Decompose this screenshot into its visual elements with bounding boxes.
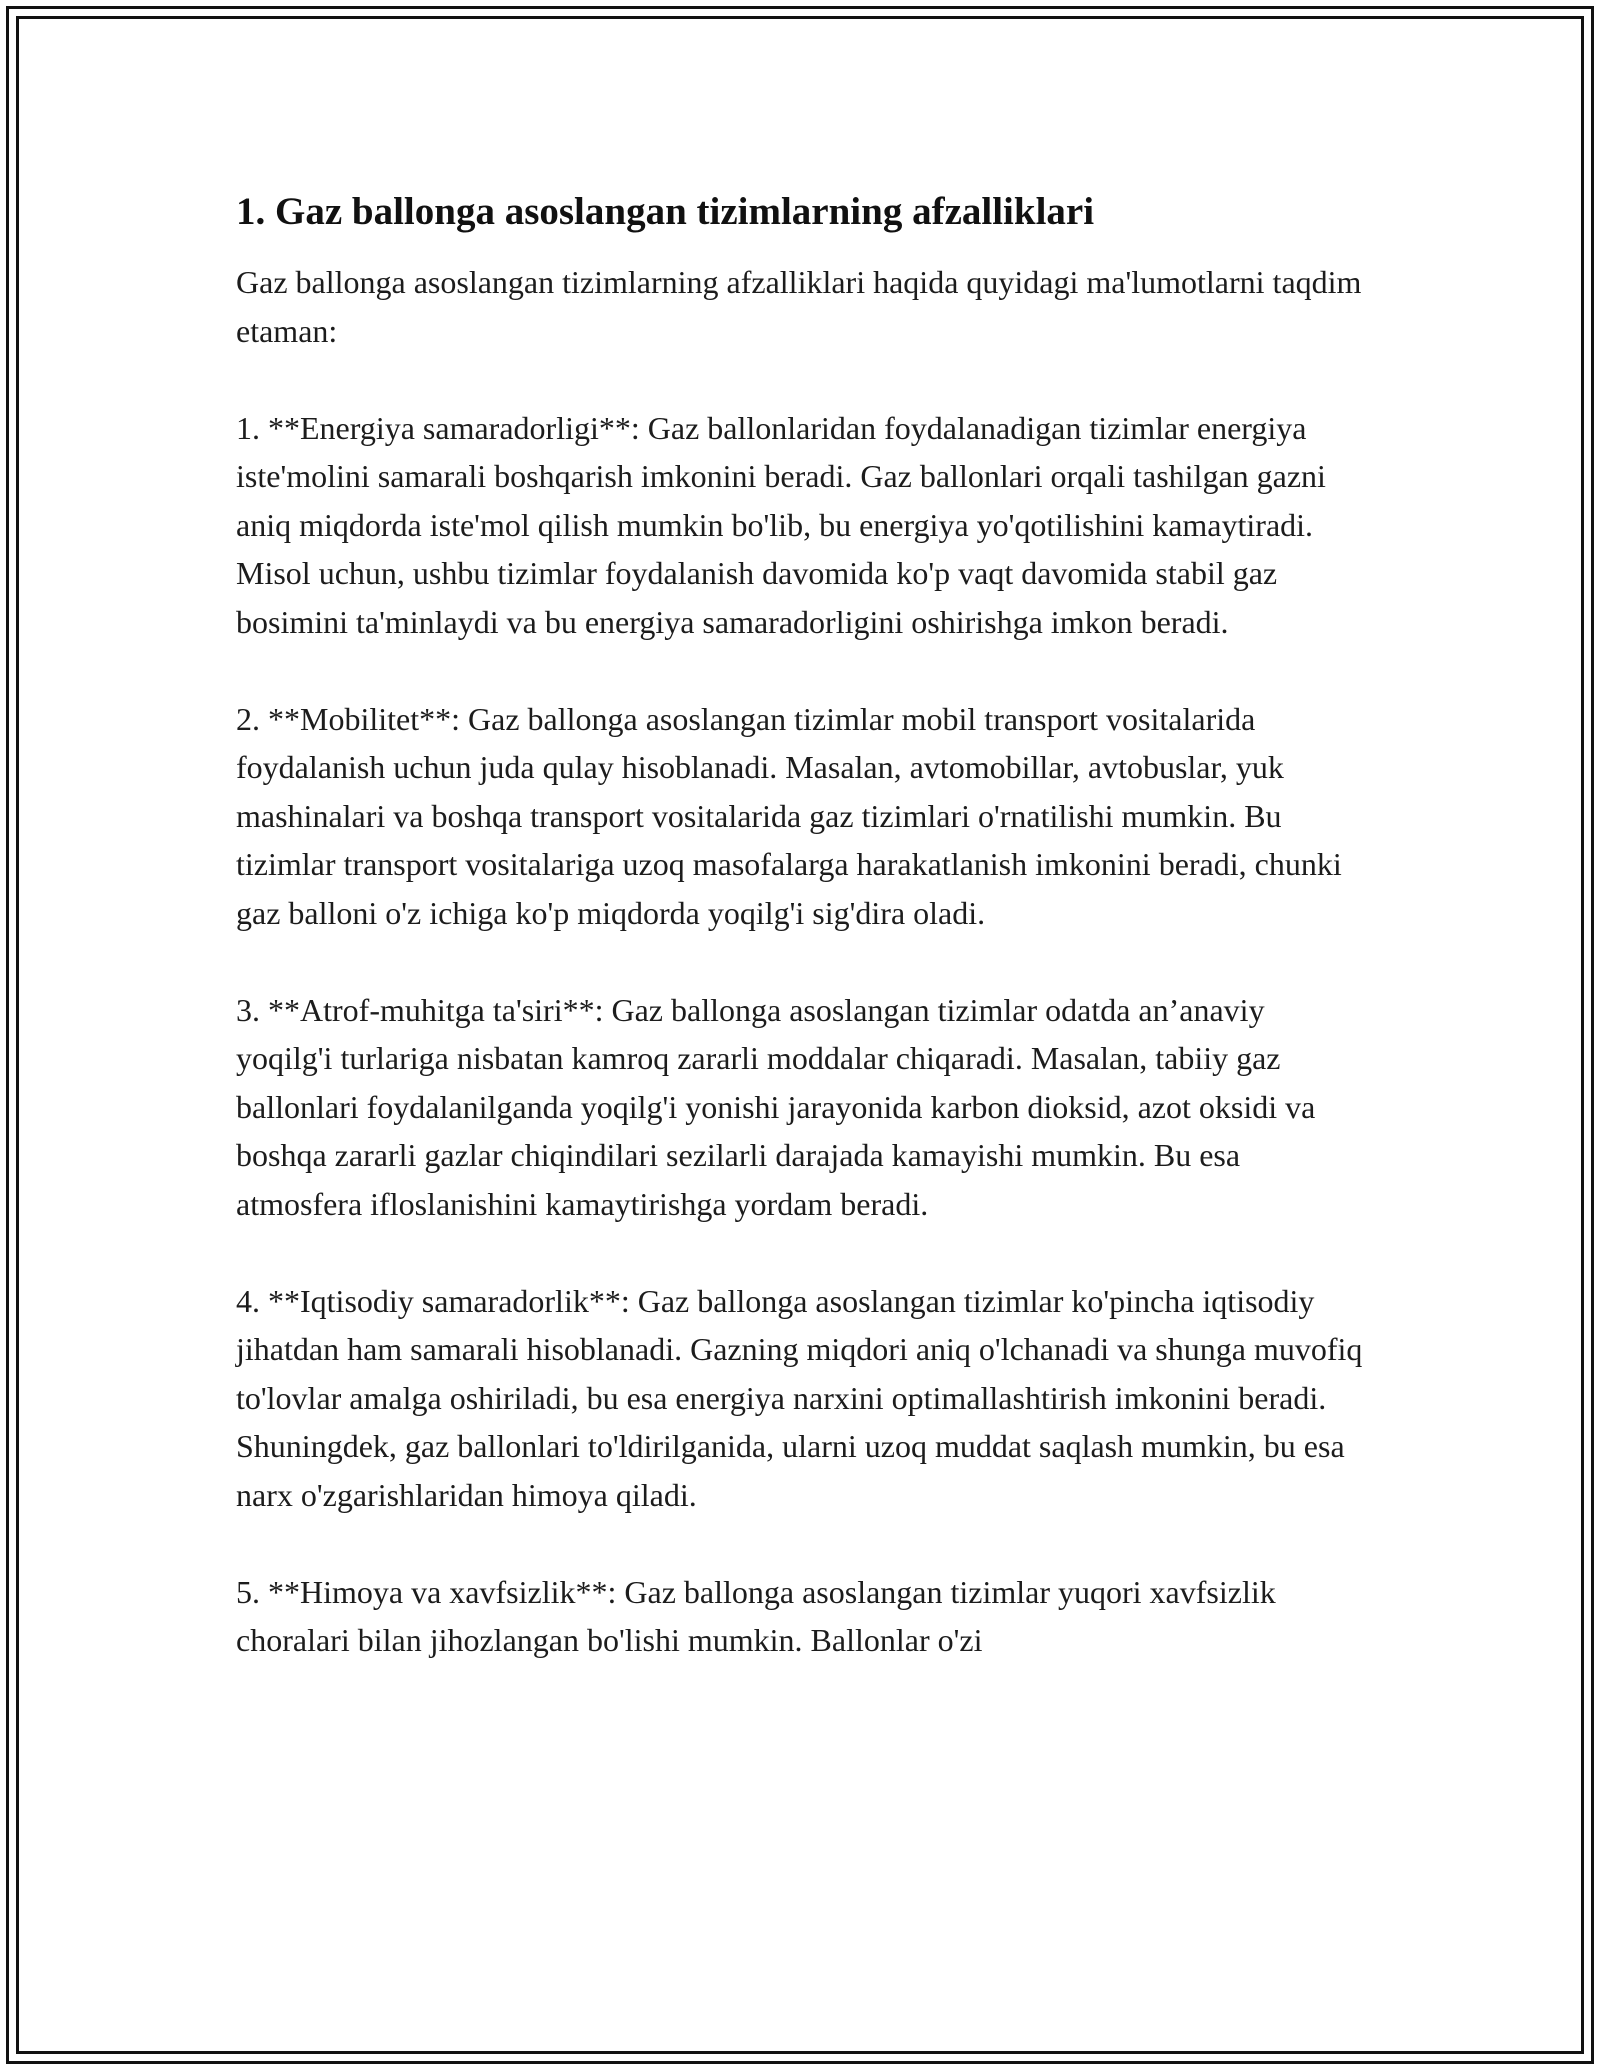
list-item-energy-efficiency: 1. **Energiya samaradorligi**: Gaz ballonlaridan foydalanadigan tizimlar energiya iste'molini samarali boshqarish imkonini beradi. Gaz ballonlari orqali tashilgan gazni aniq miqdorda iste'mol qilish mumkin bo'lib, bu energiya yo'qotilishini kamaytiradi. Misol uchun, ushbu tizimlar foydalanish davomida ko'p vaqt davomida stabil gaz bosimini ta'minlaydi va bu energiya samaradorligini oshirishga imkon beradi. (236, 409, 1326, 640)
list-item-environmental-impact: 3. **Atrof-muhitga ta'siri**: Gaz ballonga asoslangan tizimlar odatda an’anaviy yoqilg'i turlariga nisbatan kamroq zararli moddalar chiqaradi. Masalan, tabiiy gaz ballonlari foydalanilganda yoqilg'i yonishi jarayonida karbon dioksid, azot oksidi va boshqa zararli gazlar chiqindilari sezilarli darajada kamayishi mumkin. Bu esa atmosfera ifloslanishini kamaytirishga yordam beradi. (236, 991, 1316, 1222)
list-item-economic-efficiency: 4. **Iqtisodiy samaradorlik**: Gaz ballonga asoslangan tizimlar ko'pincha iqtisodiy jihatdan ham samarali hisoblanadi. Gazning miqdori aniq o'lchanadi va shunga muvofiq to'lovlar amalga oshiriladi, bu esa energiya narxini optimallashtirish imkonini beradi. Shuningdek, gaz ballonlari to'ldirilganida, ularni uzoq muddat saqlash mumkin, bu esa narx o'zgarishlaridan himoya qiladi. (236, 1282, 1363, 1513)
list-item-protection-safety: 5. **Himoya va xavfsizlik**: Gaz ballonga asoslangan tizimlar yuqori xavfsizlik choralari bilan jihozlangan bo'lishi mumkin. Ballonlar o'zi (236, 1573, 1276, 1658)
section-title: 1. Gaz ballonga asoslangan tizimlarning afzalliklari (236, 190, 1095, 233)
list-item-mobility: 2. **Mobilitet**: Gaz ballonga asoslangan tizimlar mobil transport vositalarida foydalanish uchun juda qulay hisoblanadi. Masalan, avtomobillar, avtobuslar, yuk mashinalari va boshqa transport vositalarida gaz tizimlari o'rnatilishi mumkin. Bu tizimlar transport vositalariga uzoq masofalarga harakatlanish imkonini beradi, chunki gaz balloni o'z ichiga ko'p miqdorda yoqilg'i sig'dira oladi. (236, 700, 1342, 931)
intro-paragraph: Gaz ballonga asoslangan tizimlarning afzalliklari haqida quyidagi ma'lumotlarni taqdim etaman: (236, 264, 1362, 349)
document-body (236, 186, 1366, 1665)
